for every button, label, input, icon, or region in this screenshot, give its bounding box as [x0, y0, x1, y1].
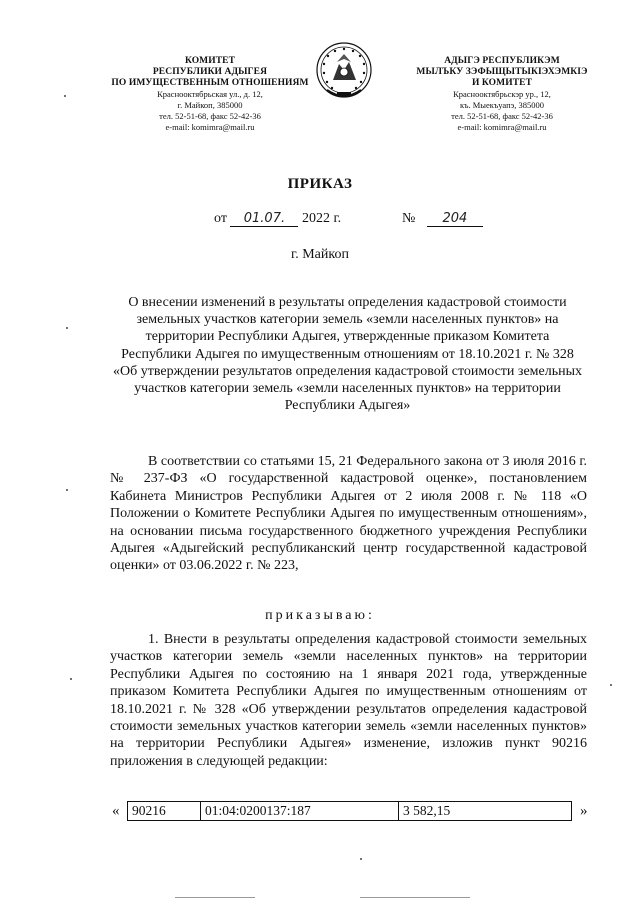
header-left-address: Краснооктябрьская ул., д. 12, — [157, 89, 263, 99]
item-1-text: 1. Внести в результаты определения кадастровой стоимости земельных участков категории земель «земли населенных пунктов» на территории Республики Адыгея по состоянию на 1 января 2021 года, утвержденные приказом Комитета Республики Адыгея по имущественным отношениям от 18.10.2021 г. № 328 «Об утверждении результатов определения кадастровой стоимости земельных участков категории земель «земли населенных пунктов» на территории Республики Адыгея» изменение, изложив пункт 90216 приложения в следующей редакции: — [110, 632, 587, 769]
table-cell-item-number: 90216 — [128, 802, 201, 820]
number-label: № — [402, 211, 416, 226]
table-cell-cadastral-value: 3 582,15 — [403, 803, 451, 818]
table-close-quote: » — [580, 803, 588, 819]
scan-speck — [64, 95, 66, 97]
header-right-line3: И КОМИТЕТ — [471, 78, 533, 88]
scan-speck — [360, 858, 362, 860]
scan-edge-line — [175, 897, 255, 898]
item-1-paragraph — [110, 631, 587, 770]
header-right-line2: МЫЛЪКУ ЗЭФЫЩЫТЫКIЭХЭМКIЭ — [416, 67, 588, 77]
header-left-line3: ПО ИМУЩЕСТВЕННЫМ ОТНОШЕНИЯМ — [111, 78, 309, 88]
header-right-address: Краснооктябрьскэр ур., 12, — [453, 89, 551, 99]
order-word: приказываю: — [265, 608, 375, 623]
header-left-line1: КОМИТЕТ — [184, 56, 236, 66]
header-right-phone: тел. 52-51-68, факс 52-42-36 — [451, 111, 553, 121]
header-right-city: къ. Мыекъуапэ, 385000 — [459, 100, 545, 110]
city-name: г. Майкоп — [291, 247, 349, 262]
scan-speck — [66, 489, 68, 491]
coat-of-arms-emblem — [315, 40, 373, 104]
date-line — [214, 211, 341, 227]
document-title: ПРИКАЗ — [287, 176, 353, 192]
header-left-block — [95, 56, 325, 133]
header-right-email: e-mail: komimra@mail.ru — [457, 122, 547, 132]
scan-speck — [70, 678, 72, 680]
handwritten-date: 01.07. — [230, 211, 298, 227]
date-prefix: от — [214, 211, 227, 226]
table-cell-cadastral-number: 01:04:0200137:187 — [201, 802, 399, 820]
number-line — [402, 211, 483, 227]
order-subject: О внесении изменений в результаты определения кадастровой стоимости земельных участков категории земель «земли населенных пунктов» на территории Республики Адыгея, утвержденные приказом Комитета Республики Адыгея по имущественным отношениям от 18.10.2021 г. № 328 «Об утверждении результатов определения кадастровой стоимости земельных участков категории земель «земли населенных пунктов» на территории Республики Адыгея» — [113, 295, 582, 414]
preamble-paragraph — [110, 453, 587, 575]
handwritten-number: 204 — [427, 211, 483, 227]
header-left-email: e-mail: komimra@mail.ru — [165, 122, 255, 132]
scan-speck — [610, 684, 612, 686]
table-open-quote: « — [112, 803, 120, 819]
header-right-line1: АДЫГЭ РЕСПУБЛИКЭМ — [444, 56, 560, 66]
header-left-line2: РЕСПУБЛИКИ АДЫГЕЯ — [152, 67, 268, 77]
scan-speck — [66, 327, 68, 329]
preamble-text: В соответствии со статьями 15, 21 Федерального закона от 3 июля 2016 г. № 237-ФЗ «О государственной кадастровой оценке», постановлением Кабинета Министров Республики Адыгея от 2 июля 2008 г. № 118 «О Положении о Комитете Республики Адыгея по имущественным отношениям», на основании письма государственного бюджетного учреждения Республики Адыгея «Адыгейский республиканский центр государственной кадастровой оценки» от 03.06.2022 г. № 223, — [110, 454, 587, 574]
header-left-city: г. Майкоп, 385000 — [177, 100, 243, 110]
header-right-block — [402, 56, 602, 133]
cadastral-table-row — [127, 801, 572, 821]
header-left-phone: тел. 52-51-68, факс 52-42-36 — [159, 111, 261, 121]
date-year: 2022 г. — [301, 211, 342, 226]
scan-edge-line — [360, 897, 470, 898]
